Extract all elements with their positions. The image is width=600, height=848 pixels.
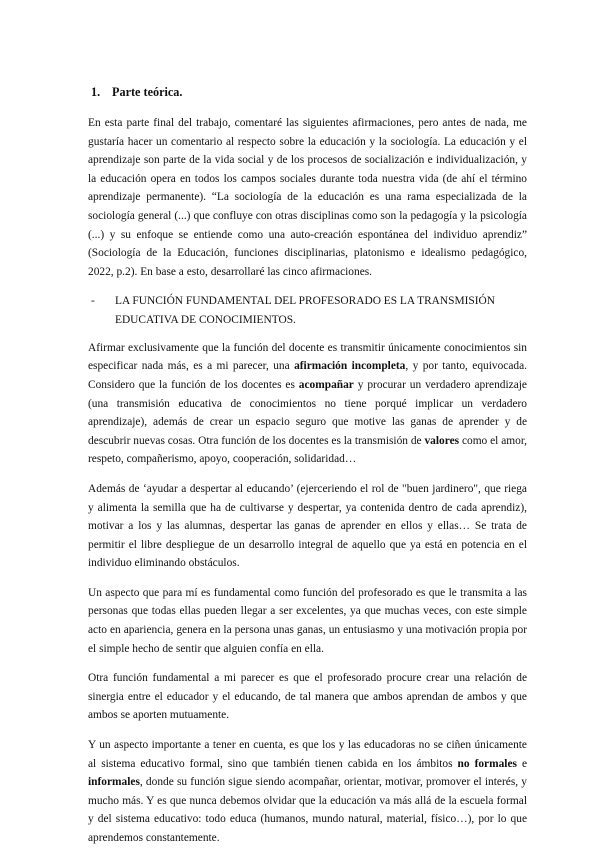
statement-text: LA FUNCIÓN FUNDAMENTAL DEL PROFESORADO ES LA TRANSMISIÓN EDUCATIVA DE CONOCIMIENTOS. <box>115 295 495 326</box>
bold-term: acompañar <box>298 378 354 391</box>
text-run: como el amor, respeto, compañerismo, apoyo, cooperación, solidaridad… <box>88 434 527 466</box>
bold-term: afirmación incompleta <box>294 360 406 373</box>
text-run: , y por tanto, equivocada. Considero que la función de los docentes es <box>88 360 528 391</box>
text-run: e <box>516 757 527 770</box>
paragraph-synergy: Otra función fundamental a mi parecer es que el profesorado procure crear una relación de sinergia entre el educador y el educando, de tal manera que ambos aprendan de ambos y que ambos se aporten mutuamente. <box>88 672 527 722</box>
paragraph-awaken-learner: Además de ‘ayudar a despertar al educando’ (ejerceriendo el rol de "buen jardinero", que riega y alimenta la semilla que ha de cultivarse y despertar, ya contenida dentro de cada aprendiz), motivar a los y las alumnas, despertar las ganas de aprender en ellos y ellas… Se trata de permitir el libre despliegue de un desarrollo integral de aquello que ya está en potencia en el individuo eliminando obstáculos. <box>88 482 527 570</box>
statement-bullet <box>91 292 527 328</box>
paragraph-excellence: Un aspecto que para mí es fundamental como función del profesorado es que le transmita a las personas que todas ellas pueden llegar a ser excelentes, ya que muchas veces, con este simple acto en apariencia, genera en la persona unas ganas, un entusiasmo y una motivación propia por el simple hecho de sentir que alguien confía en ella. <box>88 586 527 655</box>
bold-term: valores <box>424 434 460 447</box>
text-run: Afirmar exclusivamente que la función del docente es transmitir únicamente conocimientos sin especificar nada más, es a mi parecer, una <box>88 341 527 373</box>
section-number: 1. <box>91 85 101 99</box>
paragraph-function-of-teacher <box>88 339 527 469</box>
section-title: Parte teórica. <box>112 85 183 99</box>
paragraph-nonformal-education <box>88 736 527 848</box>
section-heading <box>91 84 527 100</box>
text-run: Y un aspecto importante a tener en cuenta, es que los y las educadoras no se ciñen únicamente al sistema educativo formal, sino que también tienen cabida en los ámbitos <box>88 739 527 770</box>
bullet-marker: - <box>91 295 95 308</box>
bold-term: informales <box>88 776 140 789</box>
text-run: y procurar un verdadero aprendizaje (una transmisión educativa de conocimientos no tiene porqué implicar un verdadero aprendizaje), además de crear un espacio seguro que motive las ganas de aprender y de descubrir nuevas cosas. Otra función de los docentes es la transmisión de <box>88 378 527 447</box>
intro-paragraph: En esta parte final del trabajo, comentaré las siguientes afirmaciones, pero antes de nada, me gustaría hacer un comentario al respecto sobre la educación y la sociología. La educación y el aprendizaje son parte de la vida social y de los procesos de socialización e individualización, y la educación opera en todos los campos sociales durante toda nuestra vida (de ahí el término aprendizaje permanente). “La sociología de la educación es una rama especializada de la sociología general (...) que confluye con otras disciplinas como son la pedagogía y la psicología (...) y su enfoque se entiende como una auto-creación espontánea del individuo aprendiz” (Sociología de la Educación, funciones disciplinarias, platonismo e idealismo pedagógico, 2022, p.2). En base a esto, desarrollaré las cinco afirmaciones. <box>88 117 527 278</box>
bold-term: no formales <box>457 757 517 770</box>
text-run: , donde su función sigue siendo acompañar, orientar, motivar, promover el interés, y mucho más. Y es que nunca debemos olvidar que la educación va más allá de la escuela formal y del sistema educativo: todo educa (humanos, mundo natural, material, físico…), por lo que aprendemos constantemente. <box>88 776 527 844</box>
